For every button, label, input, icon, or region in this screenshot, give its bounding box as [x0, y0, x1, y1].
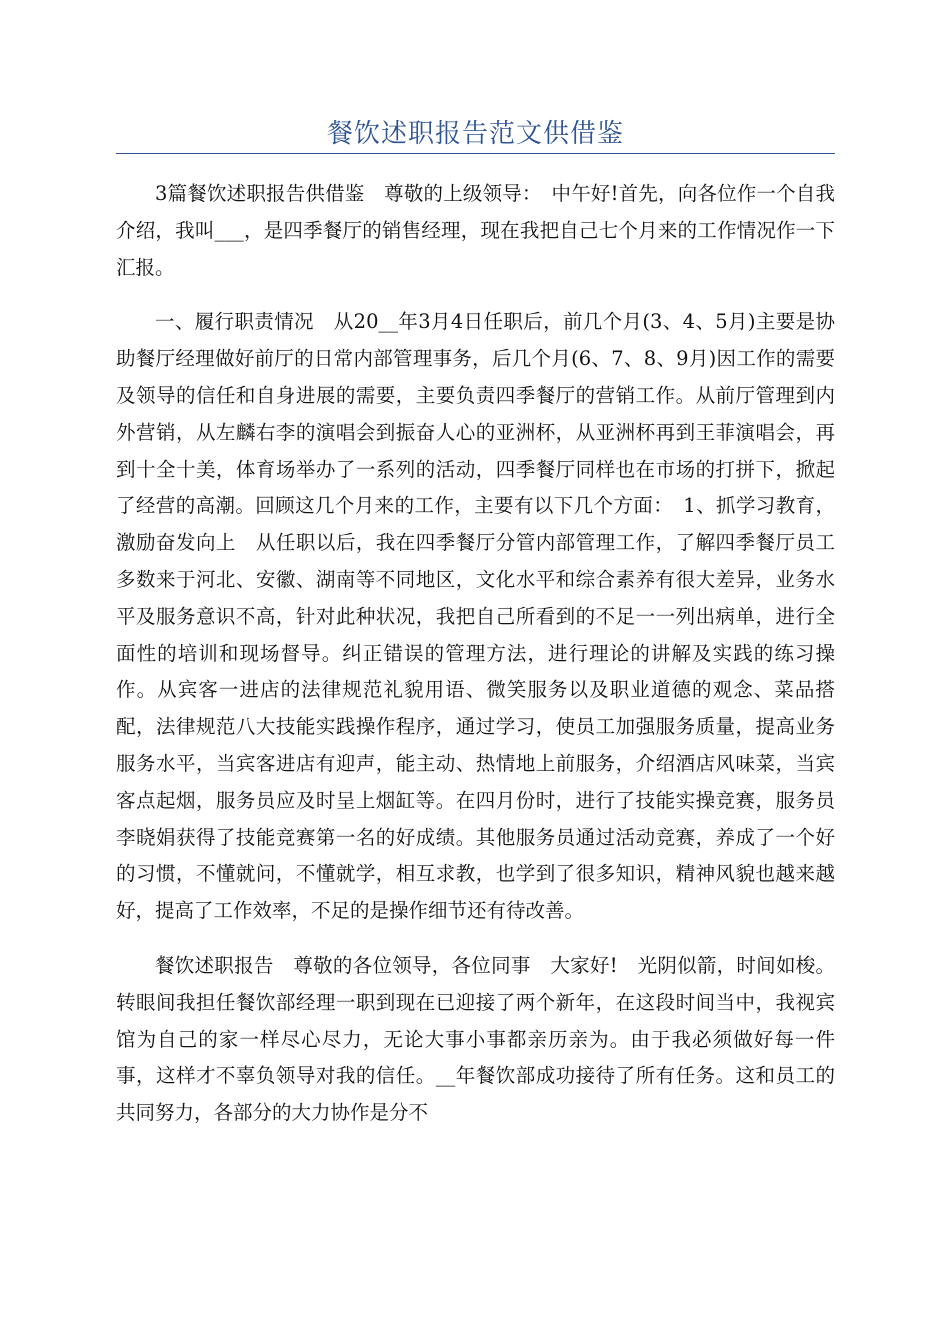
title-underline — [116, 153, 835, 154]
document-body — [116, 176, 835, 1150]
paragraph-duties: 一、履行职责情况 从20__年3月4日任职后，前几个月(3、4、5月)主要是协助餐厅经理做好前厅的日常内部管理事务，后几个月(6、7、8、9月)因工作的需要及领导的信任和自身进展的需要，主要负责四季餐厅的营销工作。从前厅管理到内外营销，从左麟右李的演唱会到振奋人心的亚洲杯，从亚洲杯再到王菲演唱会，再到十全十美，体育场举办了一系列的活动，四季餐厅同样也在市场的打拼下，掀起了经营的高潮。回顾这几个月来的工作，主要有以下几个方面： 1、抓学习教育，激励奋发向上 从任职以后，我在四季餐厅分管内部管理工作，了解四季餐厅员工多数来于河北、安徽、湖南等不同地区，文化水平和综合素养有很大差异，业务水平及服务意识不高，针对此种状况，我把自己所看到的不足一一列出病单，进行全面性的培训和现场督导。纠正错误的管理方法，进行理论的讲解及实践的练习操作。从宾客一进店的法律规范礼貌用语、微笑服务以及职业道德的观念、菜品搭配，法律规范八大技能实践操作程序，通过学习，使员工加强服务质量，提高业务服务水平，当宾客进店有迎声，能主动、热情地上前服务，介绍酒店风味菜，当宾客点起烟，服务员应及时呈上烟缸等。在四月份时，进行了技能实操竞赛，服务员李晓娟获得了技能竞赛第一名的好成绩。其他服务员通过活动竞赛，养成了一个好的习惯，不懂就问，不懂就学，相互求教，也学到了很多知识，精神风貌也越来越好，提高了工作效率，不足的是操作细节还有待改善。 — [116, 310, 835, 923]
paragraph-second-report: 餐饮述职报告 尊敬的各位领导，各位同事 大家好! 光阴似箭，时间如梭。转眼间我担任餐饮部经理一职到现在已迎接了两个新年，在这段时间当中，我视宾馆为自己的家一样尽心尽力，无论大事小事都亲历亲为。由于我必须做好每一件事，这样才不辜负领导对我的信任。__年餐饮部成功接待了所有任务。这和员工的共同努力，各部分的大力协作是分不 — [116, 953, 835, 1125]
paragraph-intro: 3篇餐饮述职报告供借鉴 尊敬的上级领导： 中午好!首先，向各位作一个自我介绍，我叫___，是四季餐厅的销售经理，现在我把自己七个月来的工作情况作一下汇报。 — [116, 182, 835, 279]
document-title: 餐饮述职报告范文供借鉴 — [326, 119, 624, 149]
